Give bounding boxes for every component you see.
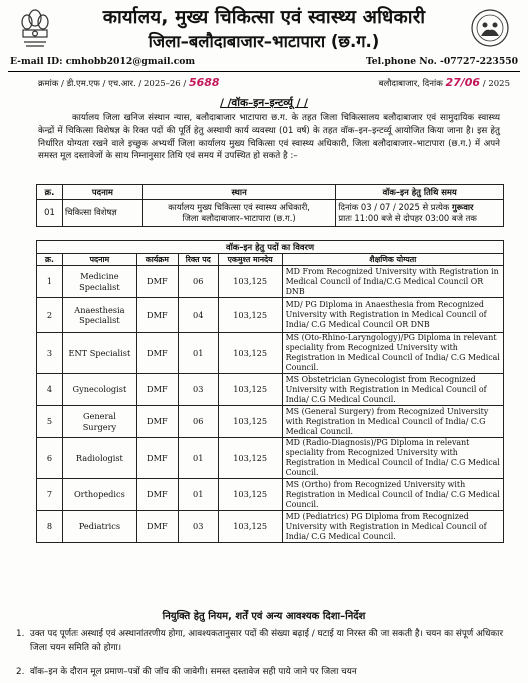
reference-number	[38, 76, 220, 89]
post-name: Gynecologist	[62, 374, 136, 406]
walkin-title: / /वॉक–इन–इन्टर्व्यू / /	[220, 97, 308, 109]
post-sr: 8	[37, 511, 63, 543]
post-vacancy: 04	[178, 298, 218, 333]
post-vacancy: 06	[178, 266, 218, 298]
post-qualification: MD (Radio-Diagnosis)/PG Diploma in relevant speciality from Recognized University with Registration in Medical Council of India/ C.G Medical Council.	[282, 438, 503, 479]
post-pay: 103,125	[218, 374, 282, 406]
posts-caption-row	[37, 241, 504, 254]
schedule-header-venue: स्थान	[142, 185, 336, 200]
schedule-header-post: पदनाम	[62, 185, 142, 200]
post-name: General Surgery	[62, 406, 136, 438]
rule-number: 2.	[16, 667, 25, 677]
posts-caption: वॉक–इन हेतु पदों का विवरण	[37, 241, 504, 254]
post-qualification: MS (Ortho) from Recognized University with Registration in Medical Council of India/ C.G Medical Council.	[282, 479, 503, 511]
post-name: Orthopedics	[62, 479, 136, 511]
post-pay: 103,125	[218, 479, 282, 511]
table-row	[37, 266, 504, 298]
post-vacancy: 01	[178, 479, 218, 511]
reference-line	[38, 76, 510, 90]
schedule-header-sr: क्र.	[37, 185, 63, 200]
post-sr: 2	[37, 298, 63, 333]
rule-text: उक्त पद पूर्णतः अस्थाई एवं अस्थानांतरणीय होगा, आवश्यकतानुसार पदों की संख्या बढ़ाई / घटाई या निरस्त की जा सकती है। चयन का संपूर्ण अधिकार जिला चयन समिति को होगा।	[30, 629, 504, 653]
posts-header-vacancy: रिक्त पद	[178, 254, 218, 266]
posts-header-post: पदनाम	[62, 254, 136, 266]
schedule-venue	[142, 200, 336, 227]
reference-date-prefix: बलौदाबाजार, दिनांक	[378, 79, 443, 89]
posts-header-program: कार्यक्रम	[136, 254, 178, 266]
email-text: E-mail ID: cmhobb2012@gmail.com	[10, 56, 196, 67]
post-program: DMF	[136, 266, 178, 298]
post-pay: 103,125	[218, 438, 282, 479]
post-qualification: MD (Pediatrics) PG Diploma from Recognized University with Registration in Medical Council of India/ C.G Medical Council.	[282, 511, 503, 543]
post-pay: 103,125	[218, 266, 282, 298]
post-vacancy: 03	[178, 511, 218, 543]
post-program: DMF	[136, 406, 178, 438]
schedule-time-line2: प्रातः 11:00 बजे से दोपहर 03:00 बजे तक	[338, 213, 477, 223]
rule-point	[16, 665, 516, 679]
posts-header-row	[37, 254, 504, 266]
schedule-venue-line2: जिला बलौदाबाजार–भाटापारा (छ.ग.)	[182, 213, 296, 223]
post-program: DMF	[136, 298, 178, 333]
post-name: ENT Specialist	[62, 333, 136, 374]
schedule-row	[37, 200, 504, 227]
reference-date-suffix: / 2025	[482, 79, 510, 89]
post-program: DMF	[136, 438, 178, 479]
schedule-table	[36, 184, 504, 227]
post-vacancy: 01	[178, 333, 218, 374]
post-program: DMF	[136, 511, 178, 543]
schedule-header-row	[37, 185, 504, 200]
schedule-time	[336, 200, 504, 227]
post-pay: 103,125	[218, 406, 282, 438]
post-pay: 103,125	[218, 298, 282, 333]
schedule-sr: 01	[37, 200, 63, 227]
table-row	[37, 511, 504, 543]
phone-text: Tel.phone No. -07727-223550	[366, 56, 518, 67]
posts-header-sr: क्र.	[37, 254, 63, 266]
post-qualification: MD/ PG Diploma in Anaesthesia from Recognized University with Registration in Medical Council of India/ C.G Medical Council OR DNB	[282, 298, 503, 333]
schedule-time-day: गुरूवार	[451, 201, 474, 212]
post-vacancy: 06	[178, 406, 218, 438]
post-pay: 103,125	[218, 333, 282, 374]
table-row	[37, 406, 504, 438]
post-program: DMF	[136, 374, 178, 406]
intro-paragraph: कार्यालय जिला खनिज संस्थान न्यास, बलौदाबाजार भाटापारा छ.ग. के तहत जिला चिकित्सालय बलौदाबाजार एवं सामुदायिक स्वास्थ्य केन्द्रों में चिकित्सा विशेषज्ञ के रिक्त पदों की पूर्ति हेतु अस्थायी कार्य व्यवस्था (01 वर्ष) के तहत वॉक–इन–इन्टर्व्यू आयोजित किया जाना है। इस हेतु निर्धारित योग्यता रखने वाले इच्छुक अभ्यर्थी जिला कार्यालय मुख्य चिकित्सा एवं स्वास्थ्य अधिकारी, जिला बलौदाबाजार–भाटापारा (छ.ग.) में अपने समस्त मूल दस्तावेजों के साथ निम्नानुसार तिथि एवं समय में उपस्थित हो सकते है :–	[38, 113, 500, 162]
post-qualification: MS (General Surgery) from Recognized University with Registration in Medical Council of India/ C.G Medical Council.	[282, 406, 503, 438]
post-sr: 5	[37, 406, 63, 438]
table-row	[37, 298, 504, 333]
post-vacancy: 03	[178, 374, 218, 406]
rule-point	[16, 627, 516, 655]
rules-title: नियुक्ति हेतु नियम, शर्तें एवं अन्य आवश्यक दिशा–निर्देश	[162, 611, 366, 622]
post-sr: 6	[37, 438, 63, 479]
reference-date-handwritten: 27/06	[445, 76, 481, 89]
post-name: Anaesthesia Specialist	[62, 298, 136, 333]
post-sr: 4	[37, 374, 63, 406]
schedule-header-time: वॉक–इन हेतु तिथि समय	[336, 185, 504, 200]
post-program: DMF	[136, 333, 178, 374]
post-name: Medicine Specialist	[62, 266, 136, 298]
schedule-venue-line1: कार्यालय मुख्य चिकित्सा एवं स्वास्थ्य अधिकारी,	[168, 201, 310, 212]
post-sr: 1	[37, 266, 63, 298]
posts-table	[36, 240, 504, 543]
post-name: Radiologist	[62, 438, 136, 479]
contact-line	[10, 56, 518, 70]
reference-number-handwritten: 5688	[188, 76, 220, 89]
post-pay: 103,125	[218, 511, 282, 543]
reference-date	[379, 76, 510, 89]
rule-number: 1.	[16, 629, 25, 639]
schedule-post: चिकित्सा विशेषज्ञ	[62, 200, 142, 227]
posts-header-qualification: शैक्षणिक योग्यता	[282, 254, 503, 266]
rule-text: वॉक–इन के दौरान मूल प्रमाण–पत्रों की जॉच की जावेगी। समस्त दस्तावेज सही पाये जाने पर जिला चयन	[30, 667, 357, 677]
table-row	[37, 438, 504, 479]
post-qualification: MS Obstetrician Gynecologist from Recognized University with Registration in Medical Council of India/ C.G Medical Council.	[282, 374, 503, 406]
post-vacancy: 01	[178, 438, 218, 479]
post-program: DMF	[136, 479, 178, 511]
post-name: Pediatrics	[62, 511, 136, 543]
table-row	[37, 479, 504, 511]
district-title: जिला–बलौदाबाजार–भाटापारा (छ.ग.)	[148, 32, 380, 51]
office-title: कार्यालय, मुख्य चिकित्सा एवं स्वास्थ्य अधिकारी	[102, 7, 426, 28]
table-row	[37, 374, 504, 406]
reference-number-prefix: क्रमांक / डी.एम.एफ / एच.आर. / 2025–26 /	[38, 79, 187, 89]
table-row	[37, 333, 504, 374]
post-qualification: MS (Oto-Rhino-Laryngology)/PG Diploma in relevant speciality from Recognized University with Registration in Medical Council of India/ C.G Medical Council.	[282, 333, 503, 374]
schedule-time-line1: दिनांक 03 / 07 / 2025 से प्रत्येक	[338, 201, 450, 212]
post-qualification: MD From Recognized University with Registration in Medical Council of India/C.G Medical Council OR DNB	[282, 266, 503, 298]
header-divider	[8, 71, 520, 72]
post-sr: 3	[37, 333, 63, 374]
post-sr: 7	[37, 479, 63, 511]
posts-header-pay: एकमुश्त मानदेय	[218, 254, 282, 266]
